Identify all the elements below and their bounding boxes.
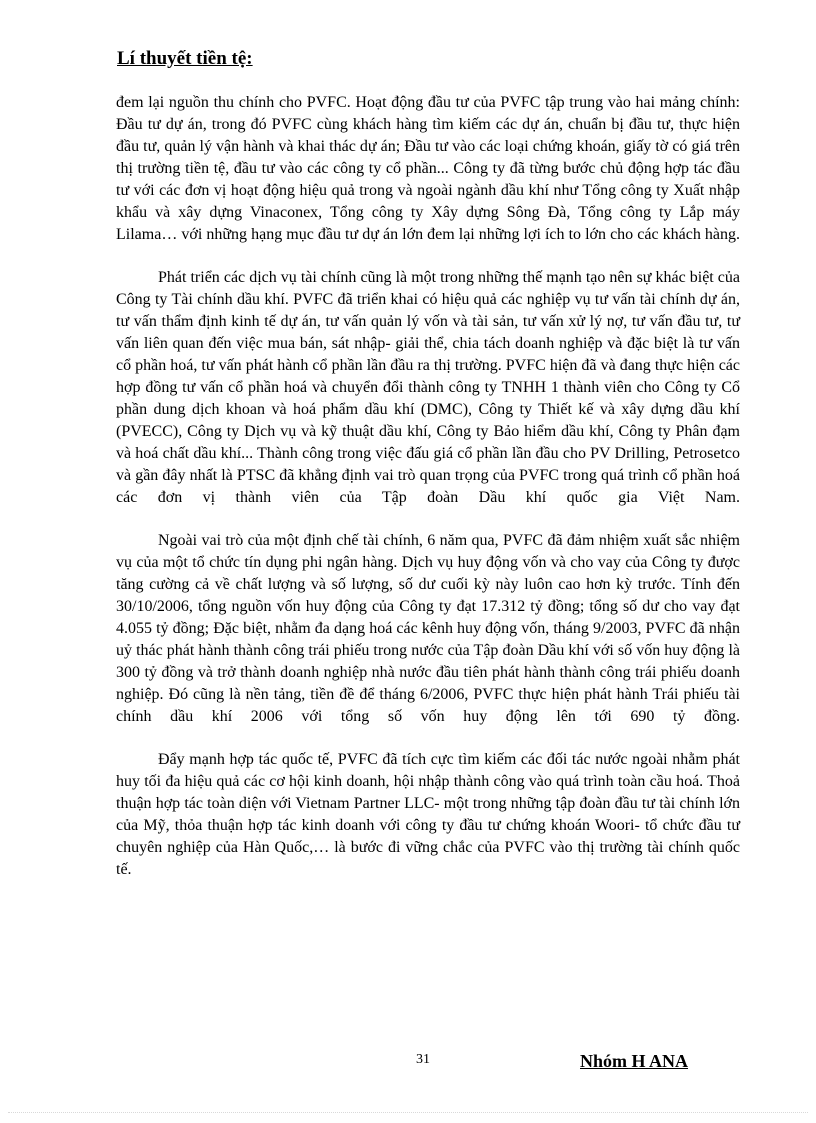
page-heading: Lí thuyết tiền tệ: (117, 48, 253, 69)
paragraph-financial-services: Phát triển các dịch vụ tài chính cũng là một trong những thế mạnh tạo nên sự khác biệt của Công ty Tài chính dầu khí. PVFC đã triển khai có hiệu quả các nghiệp vụ tư vấn tài chính dự án, tư vấn thẩm định kinh tế dự án, tư vấn quản lý vốn và tài sản, tư vấn xử lý nợ, tư vấn đầu tư, tư vấn liên quan đến việc mua bán, sát nhập- giải thể, chia tách doanh nghiệp và đặc biệt là tư vấn cổ phần hoá, tư vấn phát hành cổ phần lần đầu ra thị trường. PVFC hiện đã và đang thực hiện các hợp đồng tư vấn cổ phần hoá và chuyển đổi thành công ty TNHH 1 thành viên cho Công ty Cổ phần dung dịch khoan và hoá phẩm dầu khí (DMC), Công ty Thiết kế và xây dựng dầu khí (PVECC), Công ty Dịch vụ và kỹ thuật dầu khí, Công ty Bảo hiểm dầu khí, Công ty Phân đạm và hoá chất dầu khí... Thành công trong việc đấu giá cổ phần lần đầu cho PV Drilling, Petrosetco và gần đây nhất là PTSC đã khẳng định vai trò quan trọng của PVFC trong quá trình cổ phần hoá các đơn vị thành viên của Tập đoàn Dầu khí quốc gia Việt Nam. (116, 269, 740, 506)
group-name: Nhóm H ANA (580, 1051, 689, 1071)
page-number: 31 (416, 1052, 430, 1067)
paragraph-international-cooperation: Đẩy mạnh hợp tác quốc tế, PVFC đã tích cực tìm kiếm các đối tác nước ngoài nhằm phát huy tối đa hiệu quả các cơ hội kinh doanh, hội nhập thành công vào quá trình toàn cầu hoá. Thoả thuận hợp tác toàn diện với Vietnam Partner LLC- một trong những tập đoàn đầu tư tài chính lớn của Mỹ, thỏa thuận hợp tác kinh doanh với công ty đầu tư chứng khoán Woori- tổ chức đầu tư chuyên nghiệp của Hàn Quốc,… là bước đi vững chắc của PVFC vào thị trường tài chính quốc tế. (116, 751, 740, 878)
paragraph-investment: đem lại nguồn thu chính cho PVFC. Hoạt động đầu tư của PVFC tập trung vào hai mảng chính: Đầu tư dự án, trong đó PVFC cùng khách hàng tìm kiếm các dự án, chuẩn bị đầu tư, thực hiện đầu tư, quản lý vận hành và khai thác dự án; Đầu tư vào các loại chứng khoán, giấy tờ có giá trên thị trường tiền tệ, đầu tư vào các công ty cổ phần... Công ty đã từng bước chủ động hợp tác đầu tư với các đơn vị hoạt động hiệu quả trong và ngoài ngành dầu khí như Tổng công ty Xuất nhập khẩu và xây dựng Vinaconex, Tổng công ty Xây dựng Sông Đà, Tổng công ty Lắp máy Lilama… với những hạng mục đầu tư dự án lớn đem lại những lợi ích to lớn cho các khách hàng. (116, 94, 740, 243)
document-body (116, 92, 740, 902)
paragraph-credit-role: Ngoài vai trò của một định chế tài chính, 6 năm qua, PVFC đã đảm nhiệm xuất sắc nhiệm vụ của một tổ chức tín dụng phi ngân hàng. Dịch vụ huy động vốn và cho vay của Công ty được tăng cường cả về chất lượng và số lượng, số dư cuối kỳ này luôn cao hơn kỳ trước. Tính đến 30/10/2006, tổng nguồn vốn huy động của Công ty đạt 17.312 tỷ đồng; tổng số dư cho vay đạt 4.055 tỷ đồng; Đặc biệt, nhằm đa dạng hoá các kênh huy động vốn, tháng 9/2003, PVFC đã nhận uỷ thác phát hành thành công trái phiếu trong nước của Tập đoàn Dầu khí với số vốn huy động là 300 tỷ đồng và trở thành doanh nghiệp nhà nước đầu tiên phát hành thành công trái phiếu doanh nghiệp. Đó cũng là nền tảng, tiền đề để tháng 6/2006, PVFC thực hiện phát hành Trái phiếu tài chính dầu khí 2006 với tổng số vốn huy động lên tới 690 tỷ đồng. (116, 532, 740, 725)
page-edge-divider (8, 1112, 808, 1113)
